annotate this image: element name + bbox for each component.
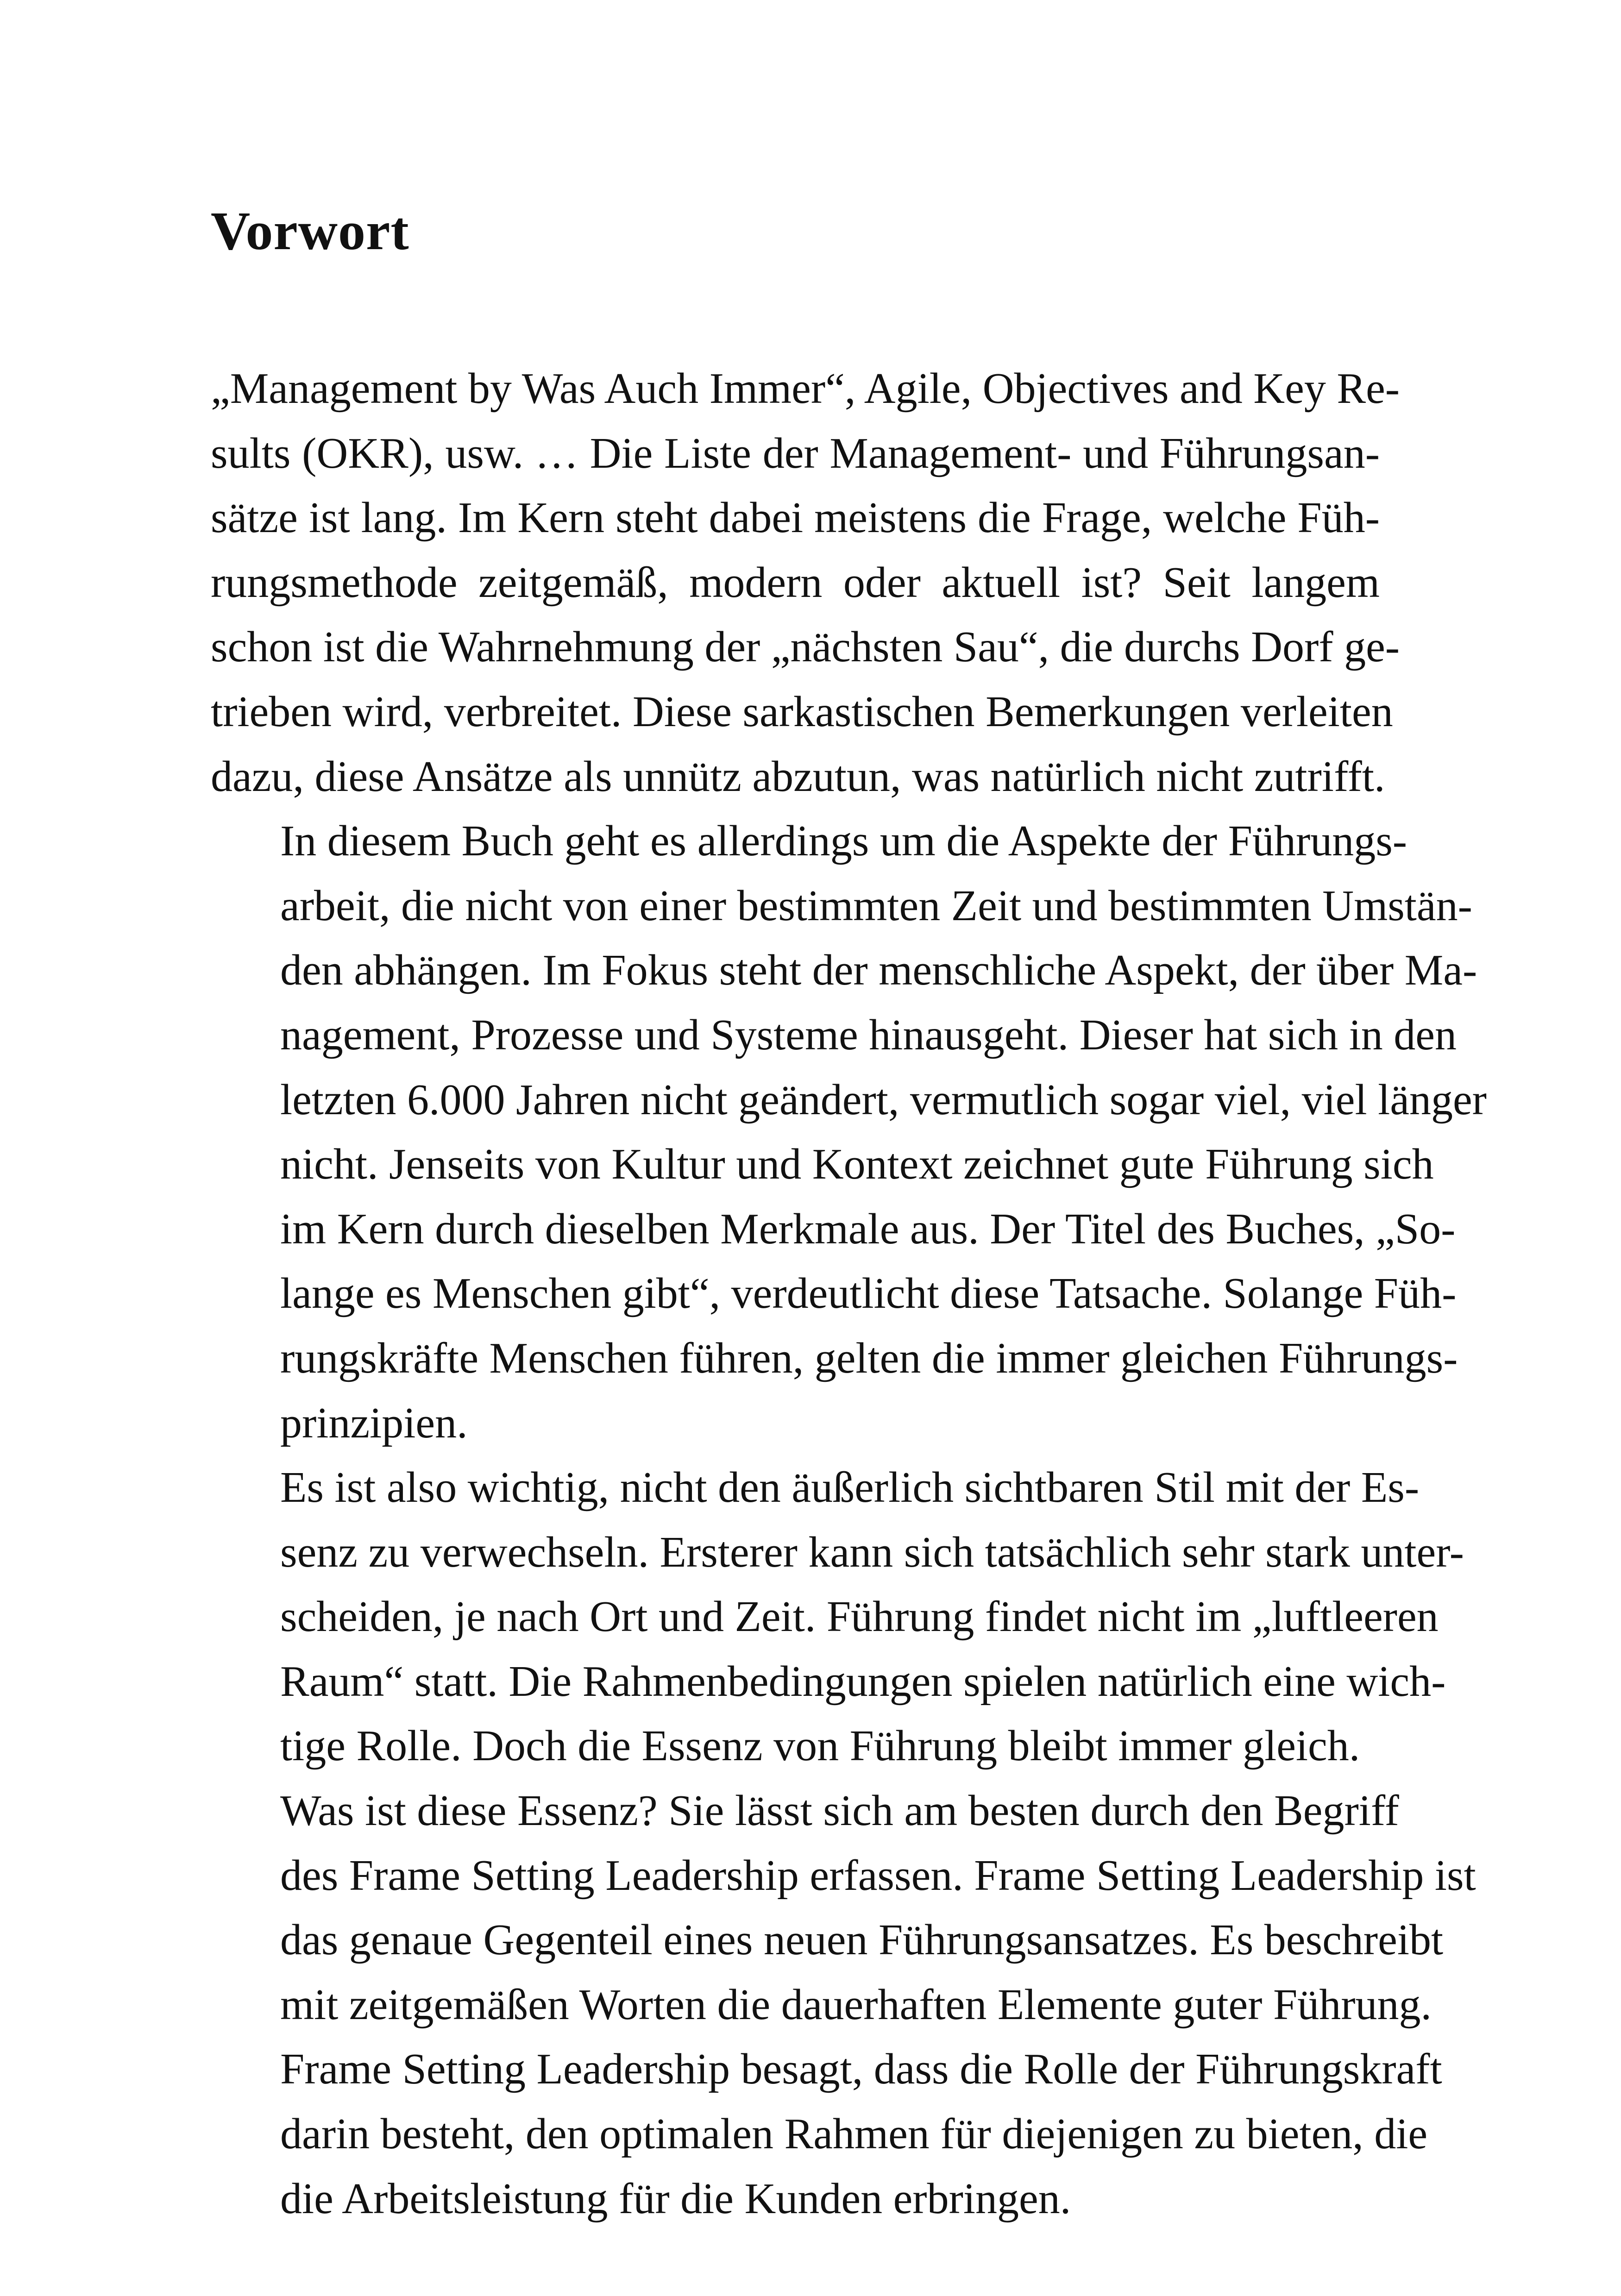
text-line: trieben wird, verbreitet. Diese sarkastischen Bemerkungen verleiten bbox=[211, 687, 1393, 736]
text-line: dazu, diese Ansätze als unnütz abzutun, was natürlich nicht zutrifft. bbox=[211, 752, 1385, 801]
paragraph bbox=[211, 809, 1487, 1455]
text-line: rungsmethode zeitgemäß, modern oder aktuell ist? Seit langem bbox=[211, 558, 1380, 607]
text-line: sätze ist lang. Im Kern steht dabei meistens die Frage, welche Füh- bbox=[211, 494, 1380, 542]
paragraph bbox=[211, 357, 1400, 809]
text-line: lange es Menschen gibt“, verdeutlicht diese Tatsache. Solange Füh- bbox=[280, 1269, 1457, 1318]
text-line: rungskräfte Menschen führen, gelten die immer gleichen Führungs- bbox=[280, 1334, 1458, 1382]
paragraph bbox=[211, 1779, 1476, 2231]
text-line: darin besteht, den optimalen Rahmen für diejenigen zu bieten, die bbox=[280, 2110, 1428, 2158]
text-line: das genaue Gegenteil eines neuen Führungsansatzes. Es beschreibt bbox=[280, 1916, 1444, 1964]
text-line: den abhängen. Im Fokus steht der menschliche Aspekt, der über Ma- bbox=[280, 946, 1477, 995]
text-line: tige Rolle. Doch die Essenz von Führung bleibt immer gleich. bbox=[280, 1722, 1360, 1770]
text-line: sults (OKR), usw. … Die Liste der Management- und Führungsan- bbox=[211, 429, 1380, 477]
chapter-body bbox=[211, 357, 1487, 2231]
text-line: mit zeitgemäßen Worten die dauerhaften Elemente guter Führung. bbox=[280, 1980, 1432, 2029]
text-line: arbeit, die nicht von einer bestimmten Zeit und bestimmten Umstän- bbox=[280, 881, 1472, 930]
text-line: prinzipien. bbox=[280, 1399, 468, 1447]
text-line: Was ist diese Essenz? Sie lässt sich am besten durch den Begriff bbox=[280, 1787, 1399, 1835]
text-line: „Management by Was Auch Immer“, Agile, Objectives and Key Re- bbox=[211, 364, 1400, 413]
chapter-heading: Vorwort bbox=[211, 201, 409, 261]
text-line: Es ist also wichtig, nicht den äußerlich sichtbaren Stil mit der Es- bbox=[280, 1463, 1420, 1512]
text-line: nagement, Prozesse und Systeme hinausgeht. Dieser hat sich in den bbox=[280, 1010, 1457, 1059]
text-line: senz zu verwechseln. Ersterer kann sich tatsächlich sehr stark unter- bbox=[280, 1528, 1464, 1576]
text-line: des Frame Setting Leadership erfassen. Frame Setting Leadership ist bbox=[280, 1851, 1476, 1900]
paragraph bbox=[211, 1455, 1464, 1779]
text-line: letzten 6.000 Jahren nicht geändert, vermutlich sogar viel, viel länger bbox=[280, 1075, 1487, 1124]
text-line: scheiden, je nach Ort und Zeit. Führung findet nicht im „luftleeren bbox=[280, 1593, 1439, 1641]
text-line: Raum“ statt. Die Rahmenbedingungen spielen natürlich eine wich- bbox=[280, 1657, 1446, 1706]
text-line: schon ist die Wahrnehmung der „nächsten Sau“, die durchs Dorf ge- bbox=[211, 623, 1400, 671]
text-line: die Arbeitsleistung für die Kunden erbringen. bbox=[280, 2174, 1071, 2223]
text-line: Frame Setting Leadership besagt, dass die Rolle der Führungskraft bbox=[280, 2045, 1442, 2094]
text-line: nicht. Jenseits von Kultur und Kontext zeichnet gute Führung sich bbox=[280, 1140, 1434, 1189]
text-line: In diesem Buch geht es allerdings um die Aspekte der Führungs- bbox=[280, 817, 1407, 866]
text-line: im Kern durch dieselben Merkmale aus. Der Titel des Buches, „So- bbox=[280, 1204, 1456, 1253]
